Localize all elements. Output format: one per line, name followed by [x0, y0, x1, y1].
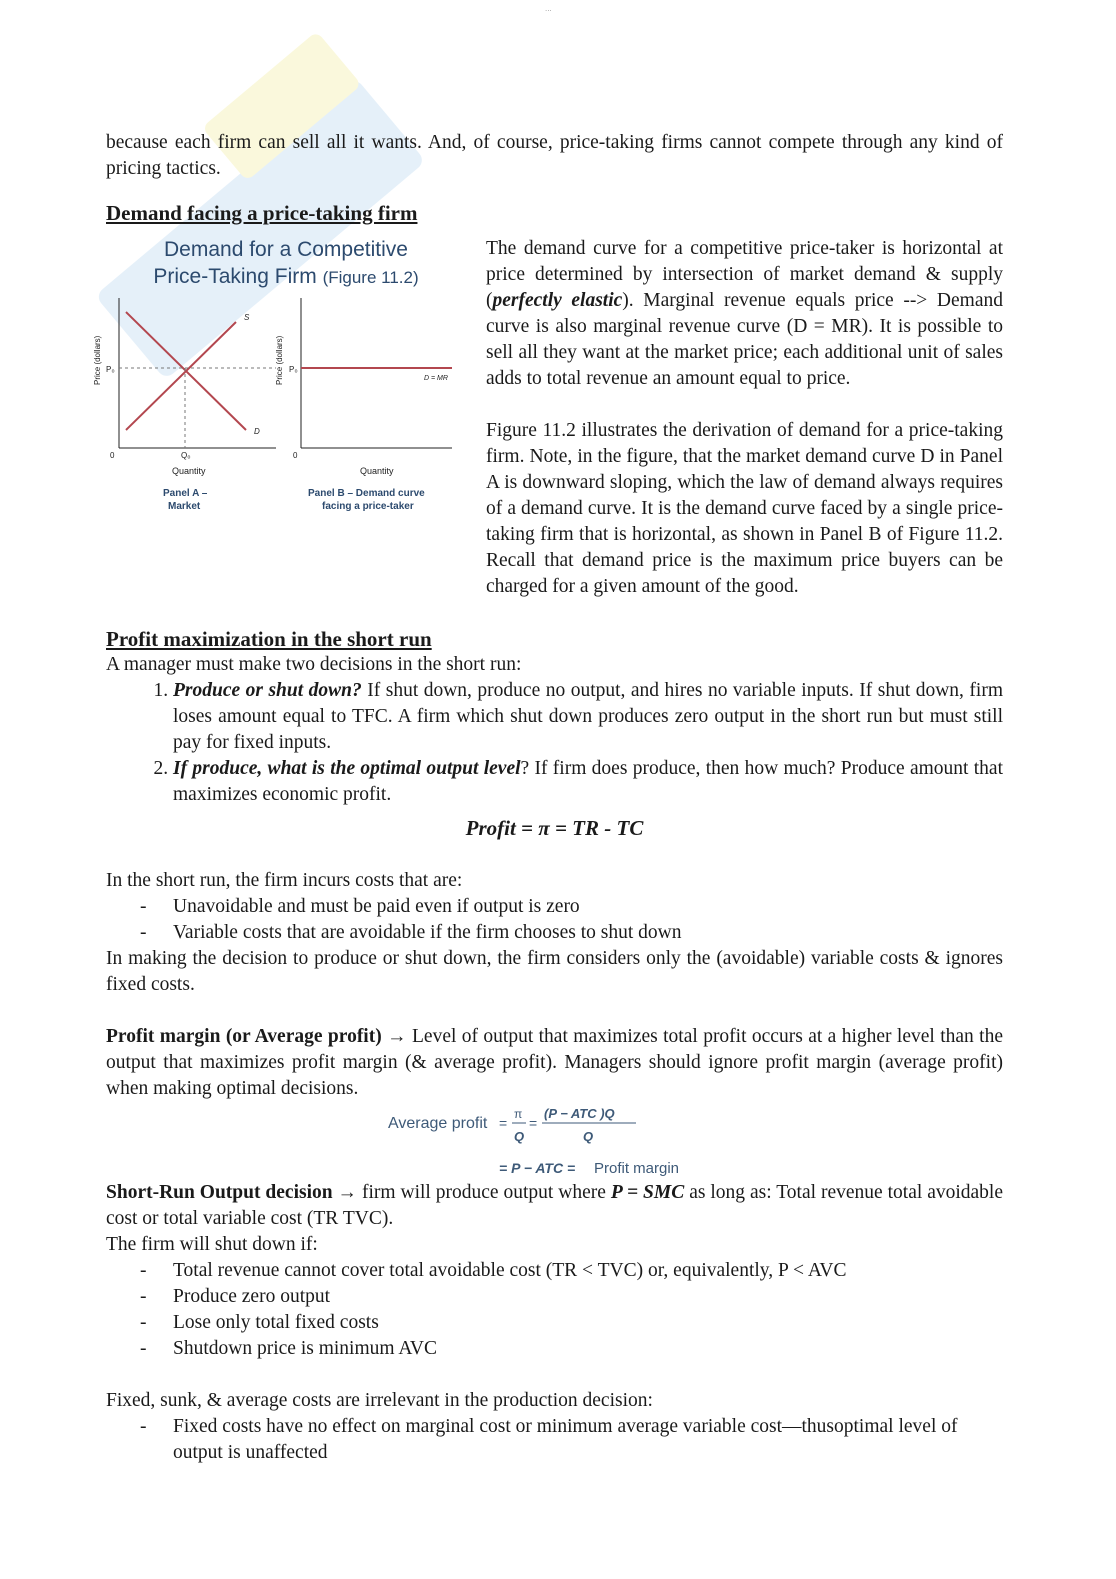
panel-b-p0: P₀ [289, 365, 298, 374]
decision-list [106, 678, 1003, 808]
decision-1-bold: Produce or shut down? [173, 680, 362, 701]
margin-bold: Profit margin (or Average profit) → [106, 1026, 407, 1047]
profit-lead: A manager must make two decisions in the short run: [106, 654, 522, 675]
shutdown-list [106, 1258, 1003, 1362]
panel-a-caption-1: Panel A – [163, 488, 208, 499]
panel-a-caption-2: Market [168, 501, 201, 512]
costs-closing: In making the decision to produce or shut down, the firm considers only the (avoidable) variable costs & ignores fixed costs. [106, 948, 1003, 995]
panel-a [93, 298, 276, 512]
formula-pi: π [514, 1107, 523, 1121]
panel-b [275, 298, 452, 512]
panel-b-ylabel: Price (dollars) [275, 335, 284, 385]
margin-text: Level of output that maximizes total profit occurs at a higher level than the output that maximizes profit margin (& average profit). Managers should ignore profit margin (average profit) when making optimal decisions. [106, 1026, 1003, 1099]
panel-a-d-label: D [254, 427, 260, 436]
fixed-item: - Fixed costs have no effect on marginal cost or minimum average variable cost—thusoptimal level of output is unaffected [173, 1414, 1003, 1466]
figure-title-main: Price-Taking Firm [153, 265, 317, 288]
formula-line2-tail: Profit margin [594, 1160, 680, 1177]
panel-b-caption-2: facing a price-taker [322, 501, 414, 512]
shutdown-item: - Total revenue cannot cover total avoidable cost (TR < TVC) or, equivalently, P < AVC [173, 1258, 1003, 1284]
panel-b-origin: 0 [293, 451, 298, 460]
supply-curve [126, 322, 236, 430]
figure-11-2 [93, 236, 466, 576]
decision-item-2 [173, 756, 1003, 808]
header-mark: ... [545, 4, 552, 13]
fixed-list [106, 1414, 1003, 1466]
perfectly-elastic-text: perfectly elastic [492, 290, 623, 311]
panel-b-xlabel: Quantity [360, 466, 394, 476]
shutdown-item: - Produce zero output [173, 1284, 1003, 1310]
demand-heading: Demand facing a price-taking firm [106, 201, 418, 225]
decision-1-text: If shut down, produce no output, and hires no variable inputs. If shut down, firm loses amount equal to TFC. A firm which shut down produces zero output in the short run but must still pay for fixed inputs. [173, 680, 1003, 753]
costs-item: - Variable costs that are avoidable if the firm chooses to shut down [173, 920, 1003, 946]
shutdown-lead: The firm will shut down if: [106, 1234, 318, 1255]
demand-p1-b: ). Marginal revenue equals price --> Demand curve is also marginal revenue curve (D = MR). It is possible to sell all they want at the market price; each additional unit of sales adds to total revenue an amount equal to price. [486, 290, 1003, 389]
panel-a-q0: Q₀ [181, 451, 191, 460]
panel-b-caption-1: Panel B – Demand curve [308, 488, 425, 499]
panel-a-xlabel: Quantity [172, 466, 206, 476]
p-equals-smc: P = SMC [610, 1182, 685, 1203]
formula-eq-2: = [529, 1115, 538, 1131]
formula-q: Q [514, 1129, 525, 1144]
costs-item: - Unavoidable and must be paid even if output is zero [173, 894, 1003, 920]
costs-lead: In the short run, the firm incurs costs that are: [106, 870, 463, 891]
decision-item-1 [173, 678, 1003, 756]
demand-section [93, 236, 1003, 600]
panel-a-ylabel: Price (dollars) [93, 335, 102, 385]
figure-title-line2 [106, 263, 466, 291]
decision-2-text: ? If firm does produce, then how much? Produce amount that maximizes economic profit. [173, 758, 1003, 805]
decision-2-bold: If produce, what is the optimal output level [173, 758, 521, 779]
output-text-b: as long as: Total revenue total avoidable cost or total variable cost (TR TVC). [106, 1182, 1004, 1229]
formula-eq: = [499, 1115, 508, 1131]
shutdown-item: - Lose only total fixed costs [173, 1310, 1003, 1336]
formula-label: Average profit [388, 1115, 488, 1132]
panel-a-p0: P₀ [106, 365, 115, 374]
document-page [93, 130, 1004, 1466]
fixed-lead: Fixed, sunk, & average costs are irrelevant in the production decision: [106, 1390, 653, 1411]
figure-chart [93, 290, 456, 576]
shutdown-item: - Shutdown price is minimum AVC [173, 1336, 1003, 1362]
output-paragraph [106, 1180, 1003, 1232]
panel-a-s-label: S [244, 313, 250, 322]
demand-paragraph-2: Figure 11.2 illustrates the derivation of demand for a price-taking firm. Note, in the figure, that the market demand curve D in Panel A is downward sloping, which the law of demand always requires of a demand curve. It is the demand curve faced by a single price-taking firm that is horizontal, as shown in Panel B of Figure 11.2. Recall that demand price is the maximum price buyers can be charged for a given amount of the good. [486, 420, 1003, 597]
figure-ref: (Figure 11.2) [322, 268, 419, 287]
output-bold: Short-Run Output decision → [106, 1182, 358, 1203]
formula-numerator: (P − ATC )Q [544, 1106, 615, 1121]
costs-list [106, 894, 1003, 946]
average-profit-formula [106, 1102, 1003, 1180]
profit-heading: Profit maximization in the short run [106, 627, 432, 651]
demand-p1-a: The demand curve for a competitive price-taker is horizontal at price determined by intersection of market demand & supply ( [486, 238, 1003, 311]
figure-title-line1: Demand for a Competitive [164, 238, 408, 261]
intro-paragraph: because each firm can sell all it wants. And, of course, price-taking firms cannot compete through any kind of pricing tactics. [106, 132, 1003, 179]
panel-a-origin: 0 [110, 451, 115, 460]
figure-title [106, 236, 466, 291]
panel-b-dmr-label: D = MR [424, 375, 448, 382]
profit-formula: Profit = π = TR - TC [465, 816, 644, 840]
margin-paragraph [106, 1024, 1003, 1102]
formula-line2: = P − ATC = [499, 1160, 576, 1176]
formula-denominator: Q [583, 1129, 594, 1144]
output-text-a: firm will produce output where [357, 1182, 611, 1203]
